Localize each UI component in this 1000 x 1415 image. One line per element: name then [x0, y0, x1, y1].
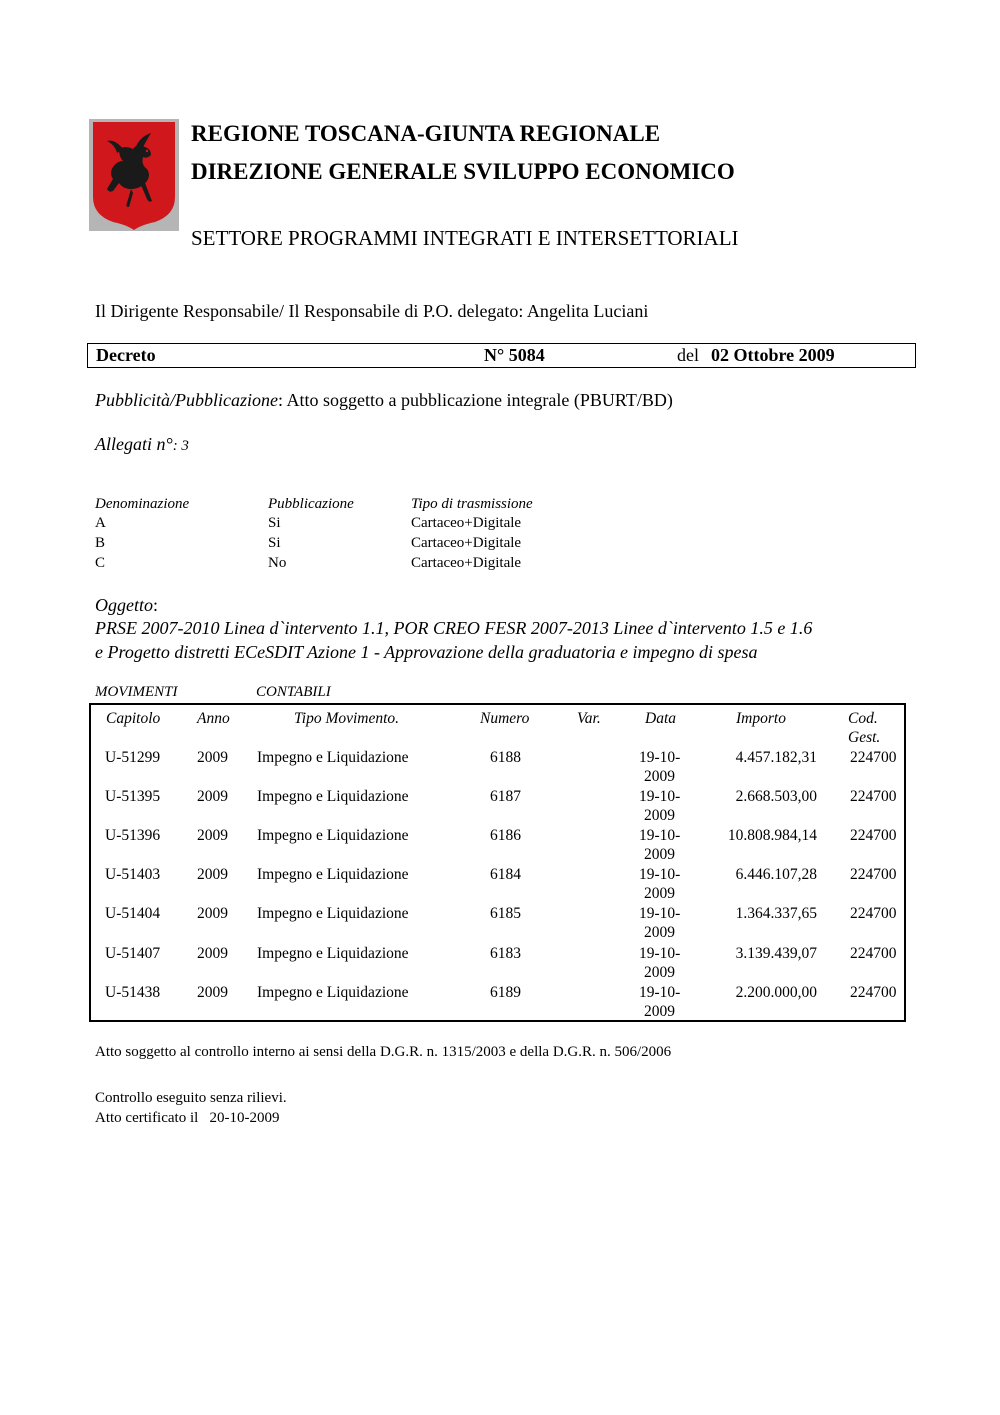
table-row-data-year: 2009 — [644, 885, 675, 902]
header-line-2: DIREZIONE GENERALE SVILUPPO ECONOMICO — [191, 159, 735, 184]
controllo-interno-text: Atto soggetto al controllo interno ai sensi della D.G.R. n. 1315/2003 e della D.G.R. n. 506/2006 — [95, 1044, 672, 1060]
table-row-cod: 224700 — [850, 788, 897, 805]
table-row-data: 19-10- — [639, 866, 681, 883]
table-row-importo: 10.808.984,14 — [727, 827, 817, 844]
table-row-importo: 2.200.000,00 — [735, 984, 817, 1001]
table-row-data-year: 2009 — [644, 964, 675, 981]
table-row-data: 19-10- — [639, 749, 681, 766]
decreto-del: del — [677, 345, 699, 365]
allegati-row-a-denominazione: A — [95, 515, 106, 531]
movimenti-table — [89, 703, 906, 1022]
table-row-cod: 224700 — [850, 866, 897, 883]
table-row-data-year: 2009 — [644, 807, 675, 824]
table-row-tipo: Impegno e Liquidazione — [257, 788, 409, 805]
table-row-cod: 224700 — [850, 749, 897, 766]
allegati-row-b-denominazione: B — [95, 535, 106, 551]
table-row-capitolo: U-51395 — [105, 788, 161, 805]
allegati-row-c-trasmissione: Cartaceo+Digitale — [411, 555, 522, 571]
table-row-capitolo: U-51299 — [105, 749, 161, 766]
col-header-numero: Numero — [480, 710, 530, 727]
oggetto-label-line — [95, 595, 158, 616]
table-row-importo: 4.457.182,31 — [735, 749, 817, 766]
oggetto-text-line-2: e Progetto distretti ECeSDIT Azione 1 - Approvazione della graduatoria e impegno di spesa — [95, 642, 758, 662]
table-row-data: 19-10- — [639, 945, 681, 962]
table-row-data-year: 2009 — [644, 924, 675, 941]
col-header-gest: Gest. — [848, 729, 881, 746]
allegati-value: : 3 — [172, 438, 189, 454]
table-row-importo: 6.446.107,28 — [735, 866, 817, 883]
table-row-anno: 2009 — [197, 984, 228, 1001]
table-row-capitolo: U-51403 — [105, 866, 161, 883]
allegati-header-denominazione: Denominazione — [95, 496, 190, 512]
col-header-data: Data — [645, 710, 676, 727]
allegati-row-c-denominazione: C — [95, 555, 106, 571]
table-row-anno: 2009 — [197, 749, 228, 766]
regione-toscana-logo — [89, 119, 179, 231]
table-row-anno: 2009 — [197, 945, 228, 962]
table-row-importo: 3.139.439,07 — [735, 945, 817, 962]
table-row-numero: 6186 — [490, 827, 521, 844]
table-row-capitolo: U-51404 — [105, 905, 161, 922]
allegati-header-pubblicazione: Pubblicazione — [268, 496, 354, 512]
allegati-row-b-pubblicazione: Si — [268, 535, 281, 551]
table-row-anno: 2009 — [197, 866, 228, 883]
table-row-cod: 224700 — [850, 945, 897, 962]
header-line-1: REGIONE TOSCANA-GIUNTA REGIONALE — [191, 121, 661, 146]
table-row-numero: 6189 — [490, 984, 521, 1001]
table-row-tipo: Impegno e Liquidazione — [257, 827, 409, 844]
table-row-numero: 6188 — [490, 749, 521, 766]
contabili-title: CONTABILI — [256, 684, 331, 700]
table-row-data: 19-10- — [639, 827, 681, 844]
table-row-tipo: Impegno e Liquidazione — [257, 984, 409, 1001]
table-row-data: 19-10- — [639, 984, 681, 1001]
table-row-importo: 1.364.337,65 — [735, 905, 817, 922]
decreto-label: Decreto — [96, 345, 156, 365]
table-row-numero: 6185 — [490, 905, 521, 922]
table-row-data-year: 2009 — [644, 1003, 675, 1020]
table-row-capitolo: U-51438 — [105, 984, 161, 1001]
oggetto-text-line-1: PRSE 2007-2010 Linea d`intervento 1.1, POR CREO FESR 2007-2013 Linee d`intervento 1.5 e 1.6 — [95, 618, 813, 638]
table-row-numero: 6183 — [490, 945, 521, 962]
movimenti-title: MOVIMENTI — [95, 684, 178, 700]
col-header-importo: Importo — [736, 710, 786, 727]
controllo-eseguito-text: Controllo eseguito senza rilievi. — [95, 1090, 287, 1106]
table-row-tipo: Impegno e Liquidazione — [257, 905, 409, 922]
allegati-label: Allegati n° — [95, 434, 173, 454]
table-row-capitolo: U-51407 — [105, 945, 161, 962]
table-row-cod: 224700 — [850, 827, 897, 844]
decreto-box — [87, 343, 916, 368]
pubblicita-value: : Atto soggetto a pubblicazione integrale (PBURT/BD) — [277, 390, 673, 410]
allegati-header-trasmissione: Tipo di trasmissione — [411, 496, 533, 512]
col-header-cod: Cod. — [848, 710, 878, 727]
atto-certificato-text: Atto certificato il 20-10-2009 — [95, 1110, 280, 1126]
col-header-tipo: Tipo Movimento. — [294, 710, 400, 727]
table-row-data: 19-10- — [639, 788, 681, 805]
pubblicita-label: Pubblicità/Pubblicazione — [95, 390, 278, 410]
decreto-numero: N° 5084 — [484, 345, 545, 365]
col-header-anno: Anno — [197, 710, 230, 727]
table-row-tipo: Impegno e Liquidazione — [257, 749, 409, 766]
table-row-importo: 2.668.503,00 — [735, 788, 817, 805]
table-row-cod: 224700 — [850, 905, 897, 922]
settore-title: SETTORE PROGRAMMI INTEGRATI E INTERSETTORIALI — [191, 226, 739, 250]
allegati-row-a-trasmissione: Cartaceo+Digitale — [411, 515, 522, 531]
table-row-numero: 6184 — [490, 866, 521, 883]
table-row-numero: 6187 — [490, 788, 521, 805]
table-row-data-year: 2009 — [644, 846, 675, 863]
allegati-row-b-trasmissione: Cartaceo+Digitale — [411, 535, 522, 551]
table-row-tipo: Impegno e Liquidazione — [257, 945, 409, 962]
table-row-data-year: 2009 — [644, 768, 675, 785]
table-row-anno: 2009 — [197, 827, 228, 844]
oggetto-colon: : — [153, 595, 159, 615]
oggetto-label: Oggetto — [95, 595, 153, 615]
table-row-tipo: Impegno e Liquidazione — [257, 866, 409, 883]
col-header-capitolo: Capitolo — [106, 710, 161, 727]
table-row-cod: 224700 — [850, 984, 897, 1001]
table-row-data: 19-10- — [639, 905, 681, 922]
table-row-capitolo: U-51396 — [105, 827, 161, 844]
pubblicita-line — [95, 390, 673, 411]
decreto-data: 02 Ottobre 2009 — [711, 345, 835, 365]
col-header-var: Var. — [577, 710, 601, 727]
allegati-row-c-pubblicazione: No — [268, 555, 287, 571]
table-row-anno: 2009 — [197, 905, 228, 922]
allegati-line — [95, 434, 189, 455]
table-row-anno: 2009 — [197, 788, 228, 805]
responsabile-line: Il Dirigente Responsabile/ Il Responsabile di P.O. delegato: Angelita Luciani — [95, 301, 649, 321]
allegati-row-a-pubblicazione: Si — [268, 515, 281, 531]
